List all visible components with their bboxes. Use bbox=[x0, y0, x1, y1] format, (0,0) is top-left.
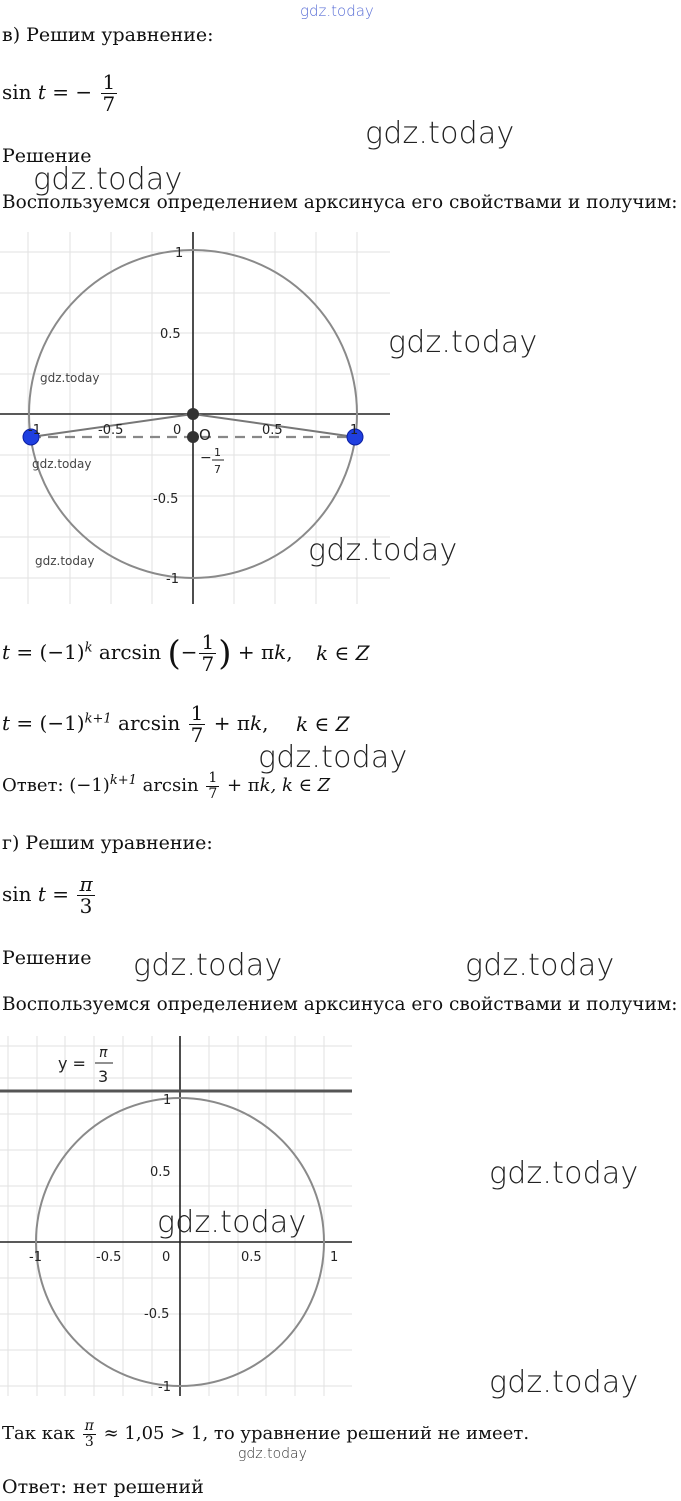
power-k-plus-1: k+1 bbox=[84, 711, 112, 727]
fraction bbox=[83, 1419, 96, 1449]
line-label-num: π bbox=[99, 1045, 108, 1061]
answer-label: Ответ: (−1) bbox=[2, 775, 110, 797]
part-g-solution-label: Решение bbox=[2, 947, 92, 969]
watermark: gdz.today bbox=[489, 1156, 639, 1191]
watermark-small: gdz.today bbox=[238, 1446, 307, 1462]
minus-one-base: = (−1) bbox=[10, 711, 85, 735]
minus-one-base: = (−1) bbox=[10, 640, 85, 664]
part-g-intro: Воспользуемся определением арксинуса его свойствами и получим: bbox=[2, 994, 678, 1015]
numerator: 1 bbox=[190, 701, 204, 725]
denominator: 7 bbox=[201, 652, 215, 676]
sin-label: sin bbox=[2, 882, 32, 906]
tick-x-1: 1 bbox=[350, 423, 359, 438]
line-label-prefix: y = bbox=[58, 1054, 86, 1073]
watermark-top: gdz.today bbox=[300, 2, 374, 20]
fraction bbox=[77, 874, 94, 917]
part-v-solution-label: Решение bbox=[2, 145, 92, 167]
plus-pi: + π bbox=[231, 640, 275, 664]
formula-general: $t = (-1)^k$ arcsin (− $\frac{1}{7}$ ) + πk, bbox=[2, 630, 293, 676]
answer-condition: , k ∈ Z bbox=[270, 775, 331, 797]
power-k: k bbox=[84, 640, 93, 656]
fraction bbox=[101, 72, 118, 115]
var-k: k bbox=[259, 775, 271, 797]
tick-y-1: 1 bbox=[163, 1093, 172, 1108]
var-t: t bbox=[37, 882, 46, 906]
part-g-answer: Ответ: нет решений bbox=[2, 1476, 204, 1498]
equals: = bbox=[45, 882, 76, 906]
conclusion-rest: ≈ 1,05 > 1, то уравнение решений не имеет. bbox=[97, 1423, 530, 1445]
tick-x-05: 0.5 bbox=[241, 1250, 262, 1265]
watermark: gdz.today bbox=[465, 948, 615, 983]
watermark: gdz.today bbox=[365, 116, 515, 151]
var-t: t bbox=[37, 80, 46, 104]
power-k-plus-1: k+1 bbox=[109, 773, 137, 789]
part-v-answer bbox=[2, 771, 330, 801]
watermark-small: gdz.today bbox=[40, 371, 100, 385]
label-o: O bbox=[199, 426, 211, 444]
formula-general-condition: k ∈ Z bbox=[316, 641, 370, 665]
watermark: gdz.today bbox=[308, 533, 458, 568]
tick-x-0: 0 bbox=[162, 1250, 171, 1265]
formula-simplified-condition: k ∈ Z bbox=[296, 712, 350, 736]
tick-x-neg1: -1 bbox=[28, 423, 41, 438]
var-t: t bbox=[2, 711, 11, 735]
watermark-small: gdz.today bbox=[35, 554, 95, 568]
denominator: 7 bbox=[190, 723, 204, 747]
sin-label: sin bbox=[2, 80, 32, 104]
formula-simplified: $t = (-1)^{k+1}$ arcsin $\frac{1}{7}$ + πk, bbox=[2, 701, 269, 747]
tick-y-neg1: -1 bbox=[166, 572, 179, 587]
tick-x-neg05: -0.5 bbox=[96, 1250, 122, 1265]
watermark: gdz.today bbox=[258, 740, 408, 775]
plus-pi: + π bbox=[221, 775, 260, 797]
arcsin-label: arcsin bbox=[136, 775, 199, 797]
part-v-intro: Воспользуемся определением арксинуса его свойствами и получим: bbox=[2, 192, 678, 213]
var-k: k bbox=[274, 640, 287, 664]
plus-pi: + π bbox=[207, 711, 250, 735]
part-g-heading: г) Решим уравнение: bbox=[2, 832, 213, 854]
label-den: 7 bbox=[214, 463, 221, 476]
denominator: 7 bbox=[102, 92, 116, 116]
arcsin-label: arcsin bbox=[111, 711, 181, 735]
watermark: gdz.today bbox=[388, 325, 538, 360]
var-t: t bbox=[2, 640, 11, 664]
part-g-conclusion bbox=[2, 1419, 529, 1449]
watermark: gdz.today bbox=[489, 1365, 639, 1400]
tick-x-05: 0.5 bbox=[262, 423, 283, 438]
arcsin-label: arcsin bbox=[92, 640, 162, 664]
denominator: 3 bbox=[79, 894, 93, 918]
watermark: gdz.today bbox=[157, 1205, 307, 1240]
denominator: 7 bbox=[208, 785, 218, 802]
numerator: π bbox=[79, 872, 93, 896]
numerator: 1 bbox=[208, 770, 218, 786]
point-minus-one-seventh bbox=[187, 431, 199, 443]
tick-y-1: 1 bbox=[175, 246, 184, 261]
line-label-den: 3 bbox=[98, 1067, 109, 1086]
conclusion-prefix: Так как bbox=[2, 1423, 81, 1445]
denominator: 3 bbox=[84, 1433, 94, 1450]
tick-y-05: 0.5 bbox=[150, 1165, 171, 1180]
part-v-equation bbox=[2, 72, 119, 115]
tick-y-neg1: -1 bbox=[158, 1380, 171, 1395]
watermark: gdz.today bbox=[133, 948, 283, 983]
part-g-equation bbox=[2, 874, 97, 917]
watermark: gdz.today bbox=[33, 162, 183, 197]
numerator: 1 bbox=[102, 70, 116, 94]
var-k: k bbox=[249, 711, 263, 735]
fraction bbox=[199, 632, 216, 675]
label-minus: − bbox=[200, 450, 212, 466]
tick-x-0: 0 bbox=[173, 423, 182, 438]
tick-x-neg1: -1 bbox=[29, 1250, 42, 1265]
fraction bbox=[206, 771, 219, 801]
equals-minus: = − bbox=[45, 80, 93, 104]
part-v-heading: в) Решим уравнение: bbox=[2, 24, 214, 46]
tick-y-05: 0.5 bbox=[160, 327, 181, 342]
numerator: π bbox=[84, 1418, 94, 1434]
tick-y-neg05: -0.5 bbox=[153, 492, 179, 507]
numerator: 1 bbox=[201, 630, 215, 654]
watermark-small: gdz.today bbox=[32, 457, 92, 471]
tick-y-neg05: -0.5 bbox=[144, 1307, 170, 1322]
tick-x-1: 1 bbox=[330, 1250, 339, 1265]
origin-point bbox=[187, 408, 199, 420]
fraction bbox=[189, 703, 206, 746]
tick-x-neg05: -0.5 bbox=[98, 423, 124, 438]
label-num: 1 bbox=[214, 446, 221, 459]
